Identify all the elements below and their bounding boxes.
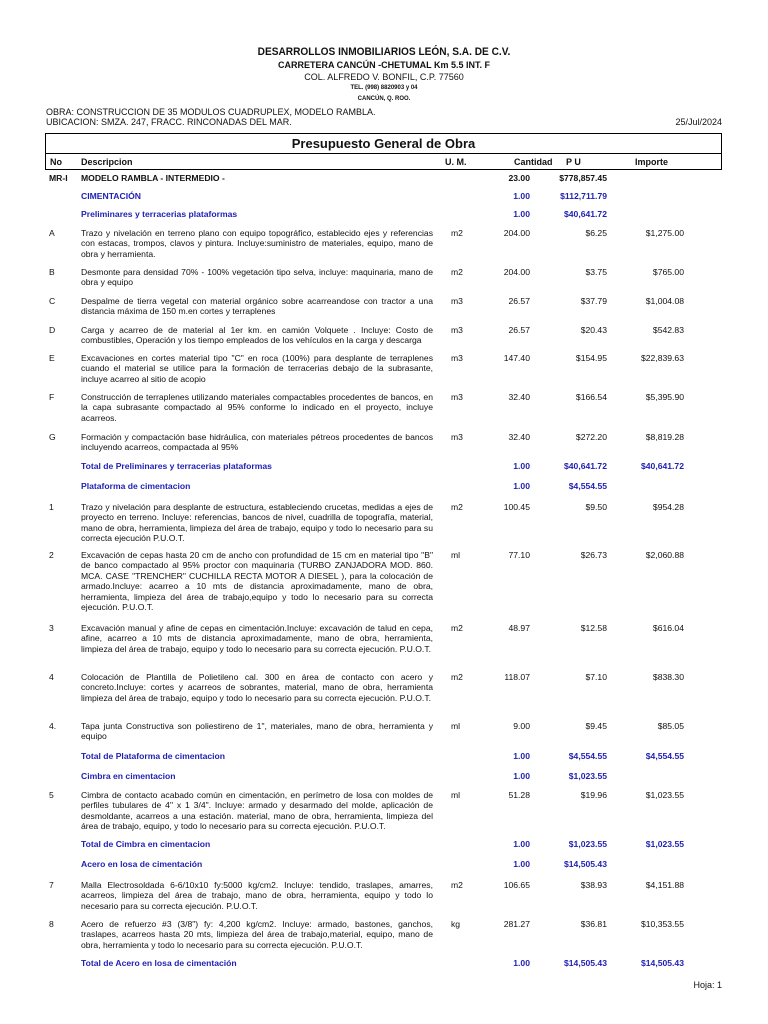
row-unit: m2 [451,672,463,682]
row-number: 7 [49,880,54,890]
row-number: C [49,296,56,306]
row-unit-price: $14,505.43 [563,859,607,869]
row-unit: m3 [451,325,463,335]
row-quantity: 51.28 [508,790,530,800]
row-amount: $22,839.63 [640,353,684,363]
row-quantity: 26.57 [508,325,530,335]
row-unit-price: $38.93 [580,880,607,890]
document-date: 25/Jul/2024 [675,117,722,127]
row-description: Malla Electrosoldada 6-6/10x10 fy:5000 kg/cm2. Incluye: tendido, traslapes, amarres, acarreos, limpieza del área de trabajo, mano de obra, herramienta, equipo y todo lo necesario para su correcta ejecución. P.U.O.T. [81,880,433,911]
row-unit-price: $40,641.72 [563,209,607,219]
row-amount: $4,554.55 [645,751,684,761]
row-quantity: 106.65 [503,880,530,890]
row-number: 4. [49,721,57,731]
row-quantity: 204.00 [503,267,530,277]
row-unit: ml [451,550,461,560]
row-unit-price: $4,554.55 [568,751,607,761]
row-description: CIMENTACIÓN [81,191,141,201]
row-description: Despalme de tierra vegetal con material orgánico sobre acarreandose con tractor a una distancia máxima de 150 m.en cortes y terraplenes [81,296,433,317]
row-unit-price: $19.96 [580,790,607,800]
row-unit: ml [451,790,461,800]
row-description: Cimbra de contacto acabado común en cimentación, en perímetro de losa con moldes de perfiles tubulares de 4" x 1 3/4". Incluye: armado y desarmado del molde, aplicación de desmoldante, acarreos a una estación. material, mano de obra, herramienta, limpieza del área de trabajo, equipo, y todo lo necesario para su correcta ejecución. P.U.O.T. [81,790,433,832]
row-quantity: 147.40 [503,353,530,363]
row-description: Preliminares y terracerias plataformas [81,209,238,219]
row-amount: $542.83 [652,325,684,335]
company-phone: TEL. (998) 8820903 y 04 [350,85,418,91]
header-pu: P U [566,157,581,167]
ubicacion-line: UBICACION: SMZA. 247, FRACC. RINCONADAS DEL MAR. [46,117,292,127]
company-name: DESARROLLOS INMOBILIARIOS LEÓN, S.A. DE C.V. [257,46,511,58]
row-unit: ml [451,721,461,731]
row-description: Desmonte para densidad 70% - 100% vegetación tipo selva, incluye: maquinaria, mano de obra y equipo [81,267,433,288]
row-unit-price: $3.75 [585,267,607,277]
row-amount: $5,395.90 [645,392,684,402]
row-number: D [49,325,56,335]
row-unit-price: $166.54 [575,392,607,402]
row-quantity: 100.45 [503,502,530,512]
row-amount: $40,641.72 [640,461,684,471]
row-unit: m3 [451,432,463,442]
row-unit-price: $1,023.55 [568,771,607,781]
row-description: Excavaciones en cortes material tipo "C" en roca (100%) para desplante de terraplenes cuando el material se utilice para la formación de terracerias debajo de la subrasante, incluye acarreo al sitio de acopio [81,353,433,384]
row-number: 8 [49,919,54,929]
row-description: Excavación manual y afine de cepas en cimentación.Incluye: excavación de talud en cepa, afine, acarreo a 10 mts de distancia aproximadamente, mano de obra, herramienta, limpieza del área de trabajo, equipo y todo lo necesario para su correcta ejecución. P.U.O.T. [81,623,433,654]
header-importe: Importe [635,157,669,167]
row-description: Tapa junta Constructiva son poliestireno de 1", materiales, mano de obra, herramienta y equipo [81,721,433,742]
row-number: 2 [49,550,54,560]
row-quantity: 1.00 [513,859,530,869]
row-description: Plataforma de cimentacion [81,481,191,491]
row-quantity: 118.07 [504,672,530,682]
row-number: G [49,432,56,442]
row-unit-price: $20.43 [580,325,607,335]
row-number: 3 [49,623,54,633]
row-unit: m3 [451,296,463,306]
row-amount: $8,819.28 [645,432,684,442]
row-number: MR-I [49,173,68,183]
row-number: A [49,228,55,238]
row-number: B [49,267,55,277]
row-unit-price: $1,023.55 [568,839,607,849]
row-unit-price: $6.25 [585,228,607,238]
row-unit: m2 [451,880,463,890]
row-unit-price: $778,857.45 [559,173,607,183]
row-quantity: 48.97 [508,623,530,633]
row-amount: $85.05 [657,721,684,731]
row-quantity: 32.40 [508,432,530,442]
row-description: Colocación de Plantilla de Polietileno cal. 300 en área de contacto con acero y concreto.Incluye: cortes y acarreos de sobrantes, material, mano de obra, herramienta limpieza del área de trabajo, equipo y todo lo necesario para su correcta ejecución. P.U.O.T. [81,672,433,703]
header-descripcion: Descripcion [81,157,133,167]
row-number: E [49,353,55,363]
row-unit-price: $26.73 [580,550,607,560]
row-unit: m2 [451,228,463,238]
row-quantity: 26.57 [508,296,530,306]
row-amount: $2,060.88 [645,550,684,560]
row-number: 1 [49,502,54,512]
header-no: No [50,157,62,167]
row-description: Total de Acero en losa de cimentación [81,958,237,968]
row-unit-price: $9.50 [585,502,607,512]
row-unit: m3 [451,392,463,402]
row-amount: $4,151.88 [645,880,684,890]
row-quantity: 23.00 [508,173,530,183]
row-amount: $1,004.08 [645,296,684,306]
row-quantity: 9.00 [513,721,530,731]
company-address: CARRETERA CANCÚN -CHETUMAL Km 5.5 INT. F [277,60,490,70]
row-description: Total de Plataforma de cimentacion [81,751,226,761]
row-amount: $838.30 [652,672,684,682]
row-amount: $1,275.00 [645,228,684,238]
obra-line: OBRA: CONSTRUCCION DE 35 MODULOS CUADRUPLEX, MODELO RAMBLA. [46,107,376,117]
row-quantity: 1.00 [513,191,530,201]
row-description: MODELO RAMBLA - INTERMEDIO - [81,173,225,183]
row-description: Trazo y nivelación en terreno plano con equipo topográfico, establecido ejes y referencias con estacas, trompos, clavos y pintura. Incluye:suministro de materiales, equipo, mano de obra y herramienta. [81,228,433,259]
row-quantity: 1.00 [513,751,530,761]
row-number: 5 [49,790,54,800]
row-number: F [49,392,55,402]
row-description: Total de Preliminares y terracerias plataformas [81,461,272,471]
row-unit: m3 [451,353,463,363]
row-quantity: 204.00 [503,228,530,238]
row-quantity: 281.27 [503,919,530,929]
row-description: Construcción de terraplenes utilizando materiales compactables procedentes de bancos, en la capa subrasante compactado al 95% conforme lo indicado en el proyecto, incluye acarreos. [81,392,433,423]
row-amount: $765.00 [652,267,684,277]
row-quantity: 1.00 [513,958,530,968]
row-quantity: 1.00 [513,771,530,781]
row-unit: m2 [451,267,463,277]
row-unit: m2 [451,623,463,633]
row-amount: $954.28 [652,502,684,512]
row-unit-price: $7.10 [585,672,607,682]
row-unit: m2 [451,502,463,512]
header-um: U. M. [445,157,467,167]
row-unit-price: $36.81 [580,919,607,929]
row-quantity: 77.10 [508,550,530,560]
row-description: Formación y compactación base hidráulica, con materiales pétreos procedentes de bancos incluyendo acarreos, compactada al 95% [81,432,433,453]
row-unit-price: $12.58 [580,623,607,633]
row-quantity: 1.00 [513,481,530,491]
row-unit-price: $154.95 [575,353,607,363]
row-unit-price: $37.79 [580,296,607,306]
row-unit-price: $9.45 [585,721,607,731]
document-title: Presupuesto General de Obra [45,133,722,154]
row-unit-price: $4,554.55 [568,481,607,491]
row-quantity: 32.40 [508,392,530,402]
row-description: Acero en losa de cimentación [81,859,203,869]
page-number: Hoja: 1 [693,980,722,990]
row-unit-price: $40,641.72 [563,461,607,471]
row-amount: $14,505.43 [640,958,684,968]
row-unit-price: $112,711.79 [560,191,607,201]
header-cantidad: Cantidad [514,157,553,167]
row-description: Trazo y nivelación para desplante de estructura, estableciendo crucetas, medidas a ejes de proyecto en terreno. Incluye: referencias, bancos de nivel, cuadrilla de topografía, material, mano de obra, herramienta, limpieza del área de trabajo, equipo y todo lo necesario para su correcta ejecución P.U.O.T. [81,502,433,544]
row-number: 4 [49,672,54,682]
row-description: Acero de refuerzo #3 (3/8") fy: 4,200 kg/cm2. Incluye: armado, bastones, ganchos, traslapes, acarreos hasta 20 mts, limpieza del área de trabajo,material, equipo, mano de obra, herramienta y todo lo necesario para su correcta ejecución. P.U.O.T. [81,919,433,950]
table-header [45,153,722,170]
row-unit-price: $14,505.43 [563,958,607,968]
row-description: Excavación de cepas hasta 20 cm de ancho con profundidad de 15 cm en material tipo "B" de banco compactado al 95% proctor con maquinaria (TURBO ZANJADORA MOD. 860. MCA. CASE "TRENCHER" CUCHILLA RECTA MOTOR A DIESEL ), para la colocación de armado.Incluye: acarreo a 10 mts de distancia aproximadamente, mano de obra, herramienta, limpieza del área de trabajo,equipo y todo lo necesario para su correcta ejecución. P.U.O.T. [81,550,433,613]
row-quantity: 1.00 [513,461,530,471]
row-description: Cimbra en cimentacion [81,771,176,781]
company-city: CANCÚN, Q. ROO. [357,96,411,102]
row-unit-price: $272.20 [575,432,607,442]
row-amount: $1,023.55 [645,839,684,849]
row-amount: $616.04 [652,623,684,633]
row-amount: $1,023.55 [645,790,684,800]
row-quantity: 1.00 [513,839,530,849]
company-colonia: COL. ALFREDO V. BONFIL, C.P. 77560 [304,72,464,82]
row-description: Carga y acarreo de de material al 1er km. en camión Volquete . Incluye: Costo de combustibles, Operación y los tiempo empleados de los vehículos en la carga y descarga [81,325,433,346]
row-description: Total de Cimbra en cimentacion [81,839,211,849]
row-amount: $10,353.55 [640,919,684,929]
row-quantity: 1.00 [513,209,530,219]
row-unit: kg [451,919,461,929]
